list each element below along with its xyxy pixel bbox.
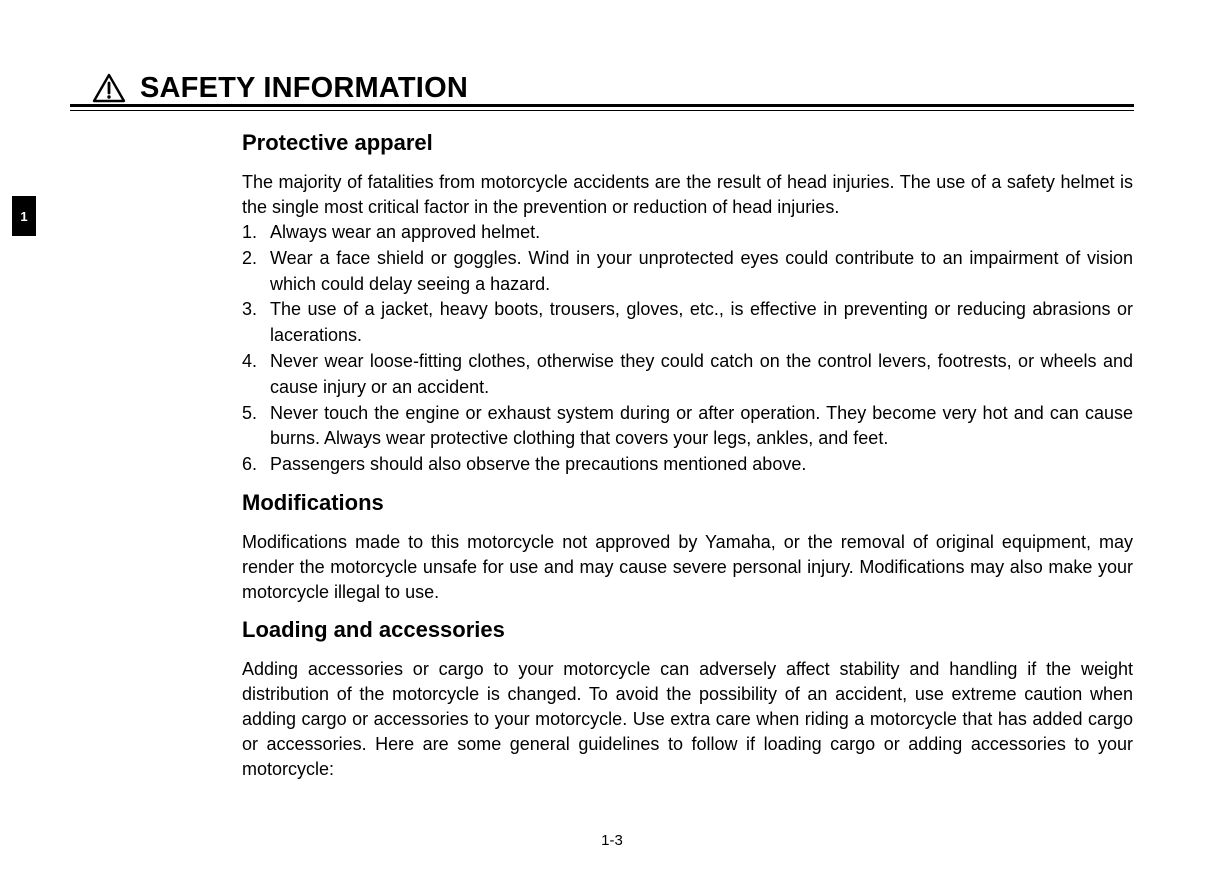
list-item xyxy=(242,349,1133,401)
section-heading: Loading and accessories xyxy=(242,616,505,642)
warning-triangle-icon xyxy=(92,73,126,103)
precaution-list xyxy=(242,220,1133,478)
page-content xyxy=(242,128,1133,782)
section-protective-apparel xyxy=(242,128,1133,478)
list-item-text: The use of a jacket, heavy boots, trousers, gloves, etc., is effective in preventing or reducing abrasions or lacerations. xyxy=(270,299,1133,346)
section-body: Modifications made to this motorcycle not approved by Yamaha, or the removal of original equipment, may render the motorcycle unsafe for use and may cause severe personal injury. Modifications may also make your motorcycle illegal to use. xyxy=(242,531,1133,602)
chapter-tab: 1 xyxy=(12,196,36,236)
list-item-number: 5. xyxy=(242,402,258,423)
list-item xyxy=(242,297,1133,349)
list-item-text: Wear a face shield or goggles. Wind in your unprotected eyes could contribute to an impairment of vision which could delay seeing a hazard. xyxy=(270,247,1133,294)
list-item-number: 1. xyxy=(242,222,258,242)
list-item xyxy=(242,401,1133,453)
list-item-number: 2. xyxy=(242,247,258,268)
page-title: SAFETY INFORMATION xyxy=(140,71,468,104)
section-intro: The majority of fatalities from motorcycle accidents are the result of head injuries. The use of a safety helmet is the single most critical factor in the prevention or reduction of head injuries. xyxy=(242,172,1133,217)
list-item xyxy=(242,246,1133,298)
list-item xyxy=(242,220,1133,246)
section-body: Adding accessories or cargo to your motorcycle can adversely affect stability and handling if the weight distribution of the motorcycle is changed. To avoid the possibility of an accident, use extreme caution when adding cargo or accessories to your motorcycle. Use extra care when riding a motorcycle that has added cargo or accessories. Here are some general guidelines to follow if loading cargo or adding accessories to your motorcycle: xyxy=(242,658,1133,779)
list-item-text: Never wear loose-fitting clothes, otherwise they could catch on the control levers, footrests, or wheels and cause injury or an accident. xyxy=(270,350,1133,397)
list-item xyxy=(242,452,1133,478)
header-rule-thin xyxy=(70,110,1134,111)
list-item-text: Never touch the engine or exhaust system during or after operation. They become very hot and can cause burns. Always wear protective clothing that covers your legs, ankles, and feet. xyxy=(270,402,1133,449)
list-item-number: 4. xyxy=(242,350,258,371)
page-number: 1-3 xyxy=(601,832,623,849)
list-item-text: Always wear an approved helmet. xyxy=(270,222,541,242)
page-header xyxy=(92,70,468,106)
list-item-number: 3. xyxy=(242,299,258,320)
list-item-text: Passengers should also observe the precautions mentioned above. xyxy=(270,454,807,475)
section-heading: Protective apparel xyxy=(242,130,433,155)
section-modifications xyxy=(242,488,1133,605)
header-rule-thick xyxy=(70,104,1134,107)
list-item-number: 6. xyxy=(242,454,258,475)
section-heading: Modifications xyxy=(242,489,384,515)
section-loading-accessories xyxy=(242,615,1133,782)
